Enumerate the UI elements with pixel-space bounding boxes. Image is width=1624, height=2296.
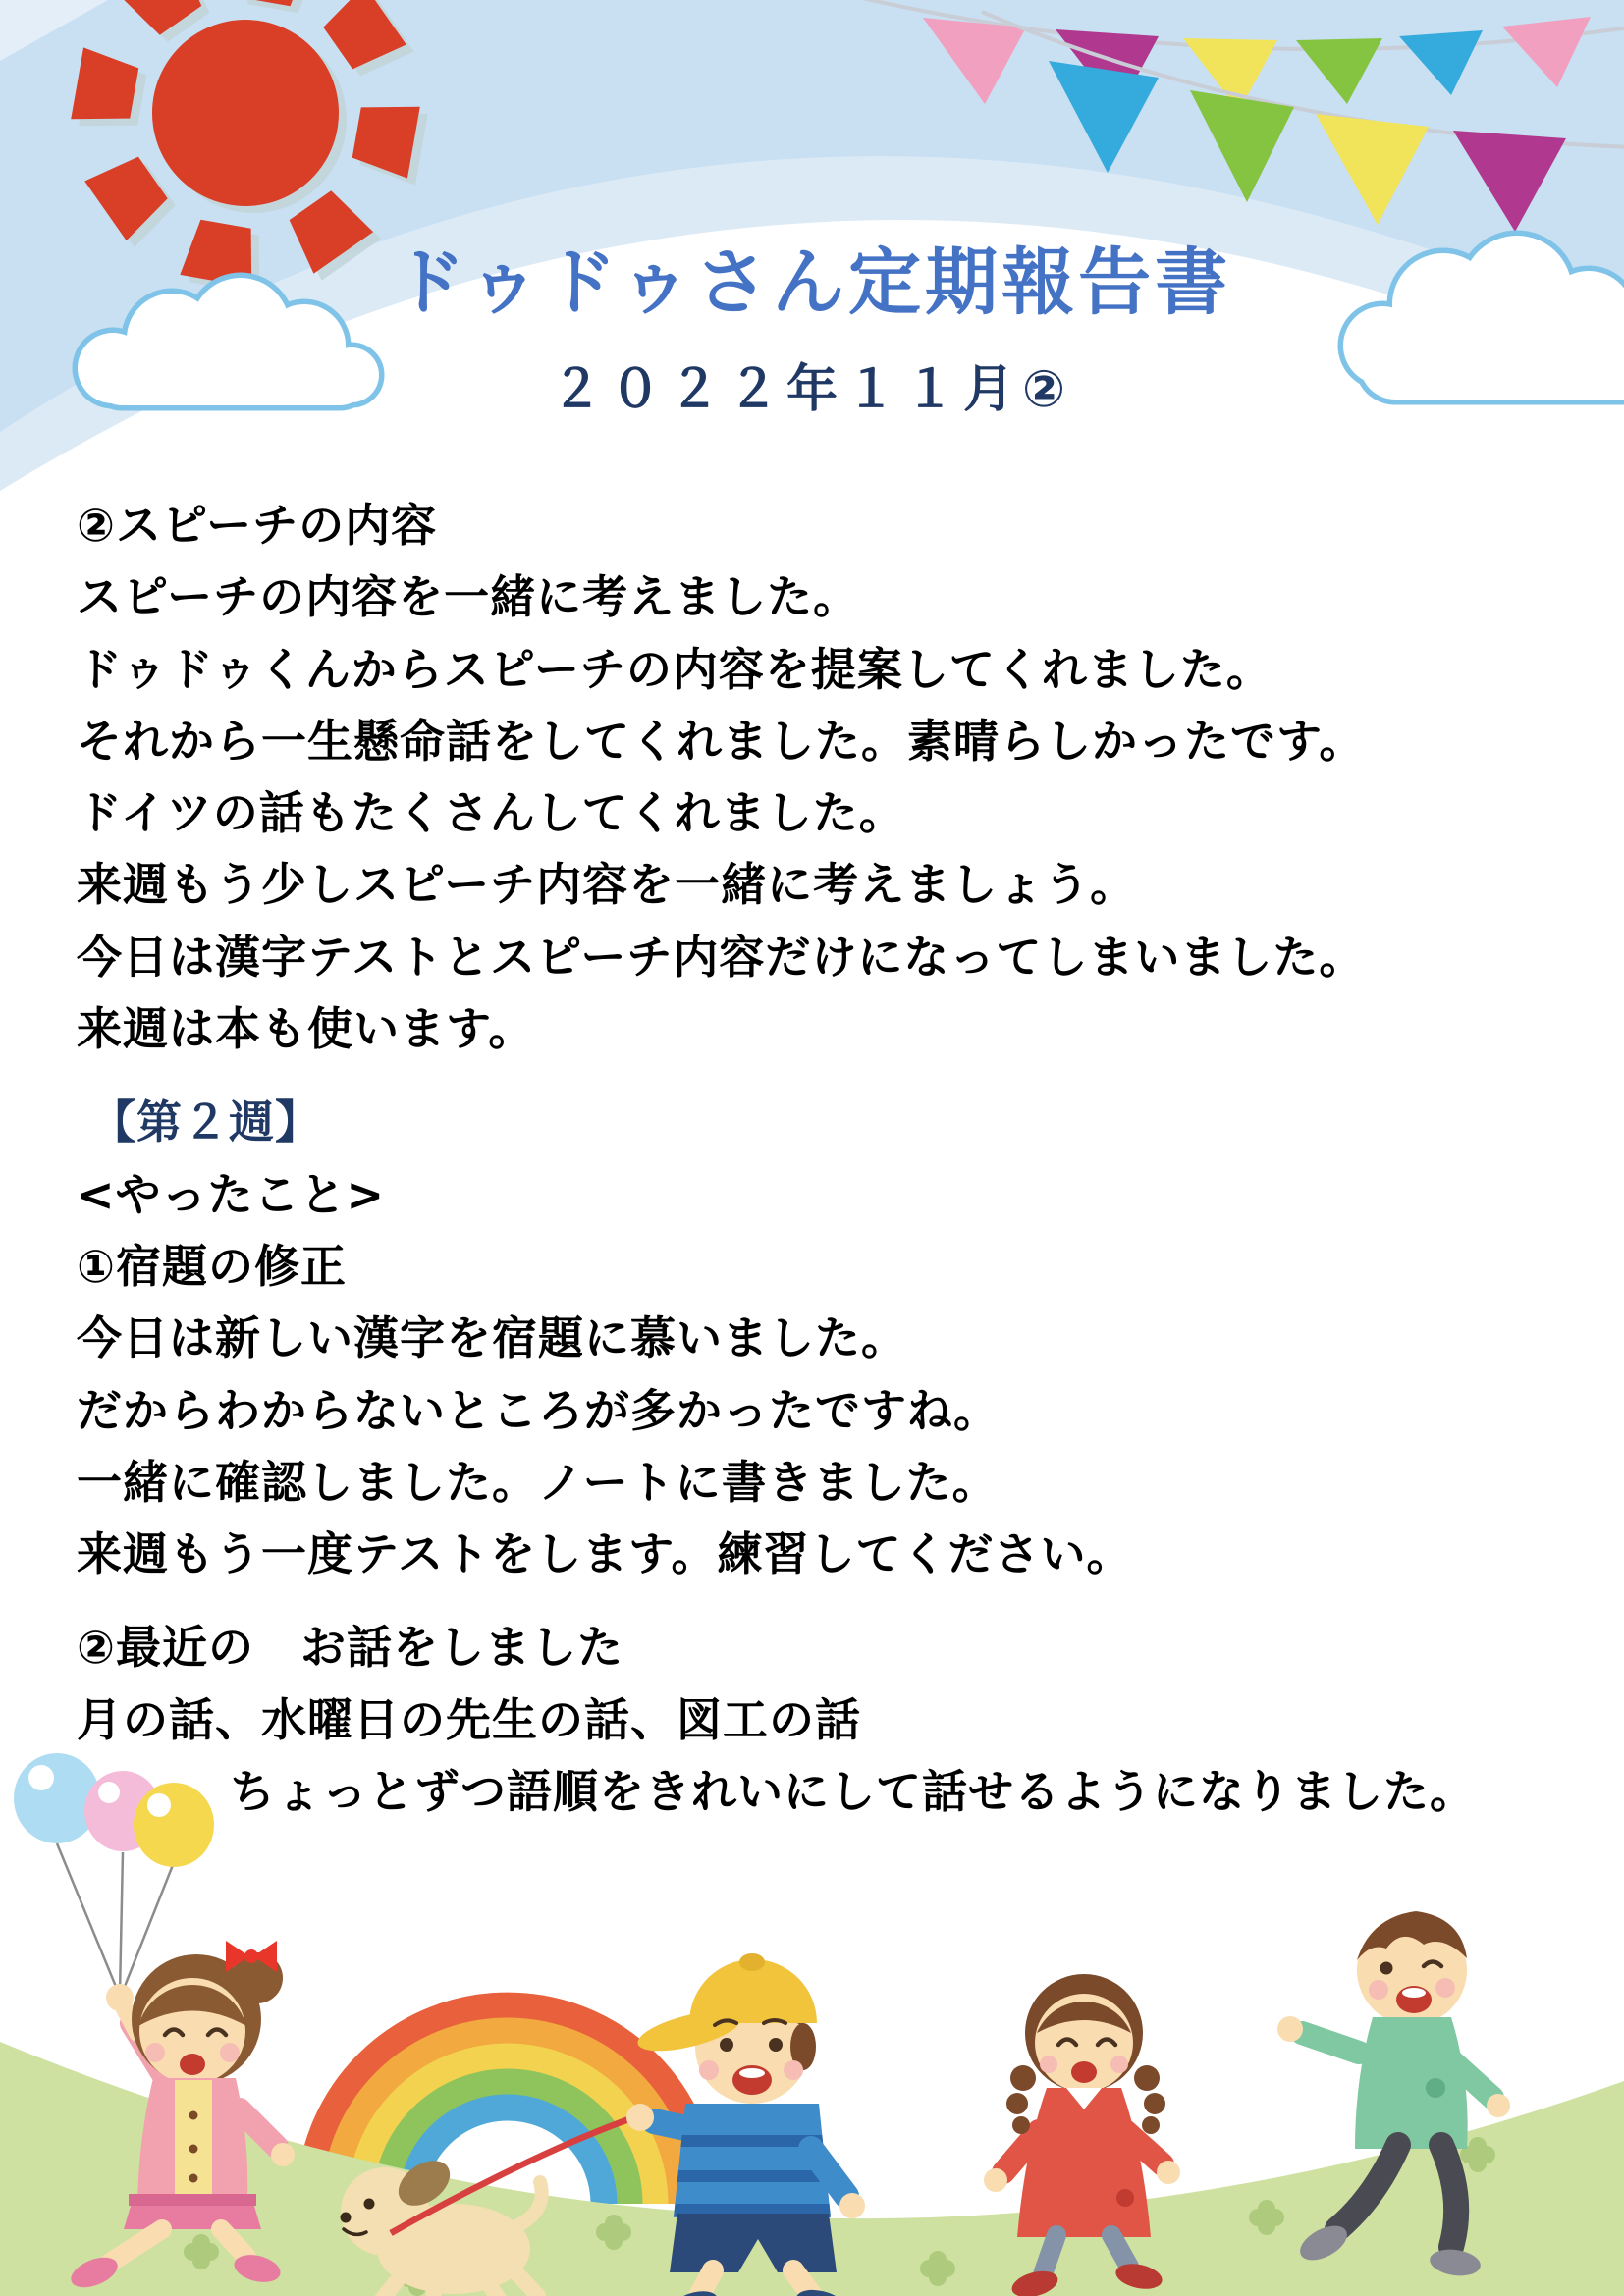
report-line-8: 来週は本も使います。 bbox=[77, 1002, 535, 1056]
report-line-13: だからわからないところが多かったですね。 bbox=[77, 1383, 1000, 1437]
report-line-1: ②スピーチの内容 bbox=[77, 499, 438, 552]
page-title: ドゥドゥさん定期報告書 bbox=[392, 240, 1232, 325]
report-line-4: それから一生懸命話をしてくれました。素晴らしかったです。 bbox=[77, 714, 1366, 768]
report-line-12: 今日は新しい漢字を宿題に慕いました。 bbox=[77, 1311, 907, 1365]
report-line-3: ドゥドゥくんからスピーチの内容を提案してくれました。 bbox=[77, 642, 1272, 696]
report-line-16: ②最近の お話をしました bbox=[77, 1621, 623, 1675]
report-line-10: <やったこと> bbox=[77, 1167, 386, 1221]
report-body bbox=[77, 490, 1589, 1828]
page-date: ２０２２年１１月② bbox=[550, 360, 1074, 419]
report-line-7: 今日は漢字テストとスピーチ内容だけになってしまいました。 bbox=[77, 930, 1366, 984]
report-line-6: 来週もう少しスピーチ内容を一緒に考えましょう。 bbox=[77, 858, 1137, 912]
report-line-11: ①宿題の修正 bbox=[77, 1239, 347, 1293]
playground-footer-illustration bbox=[0, 1687, 1624, 2296]
week2-heading: 【第２週】 bbox=[90, 1095, 321, 1149]
report-line-15: 来週もう一度テストをします。練習してください。 bbox=[77, 1527, 1133, 1581]
report-line-5: ドイツの話もたくさんしてくれました。 bbox=[77, 786, 905, 840]
report-line-17: 月の話、水曜日の先生の話、図工の話 bbox=[77, 1692, 861, 1746]
report-line-18: ちょっとずつ語順をきれいにして話せるようになりました。 bbox=[230, 1765, 1476, 1819]
report-line-2: スピーチの内容を一緒に考えました。 bbox=[77, 570, 860, 624]
report-line-14: 一緒に確認しました。ノートに書きました。 bbox=[77, 1455, 999, 1509]
